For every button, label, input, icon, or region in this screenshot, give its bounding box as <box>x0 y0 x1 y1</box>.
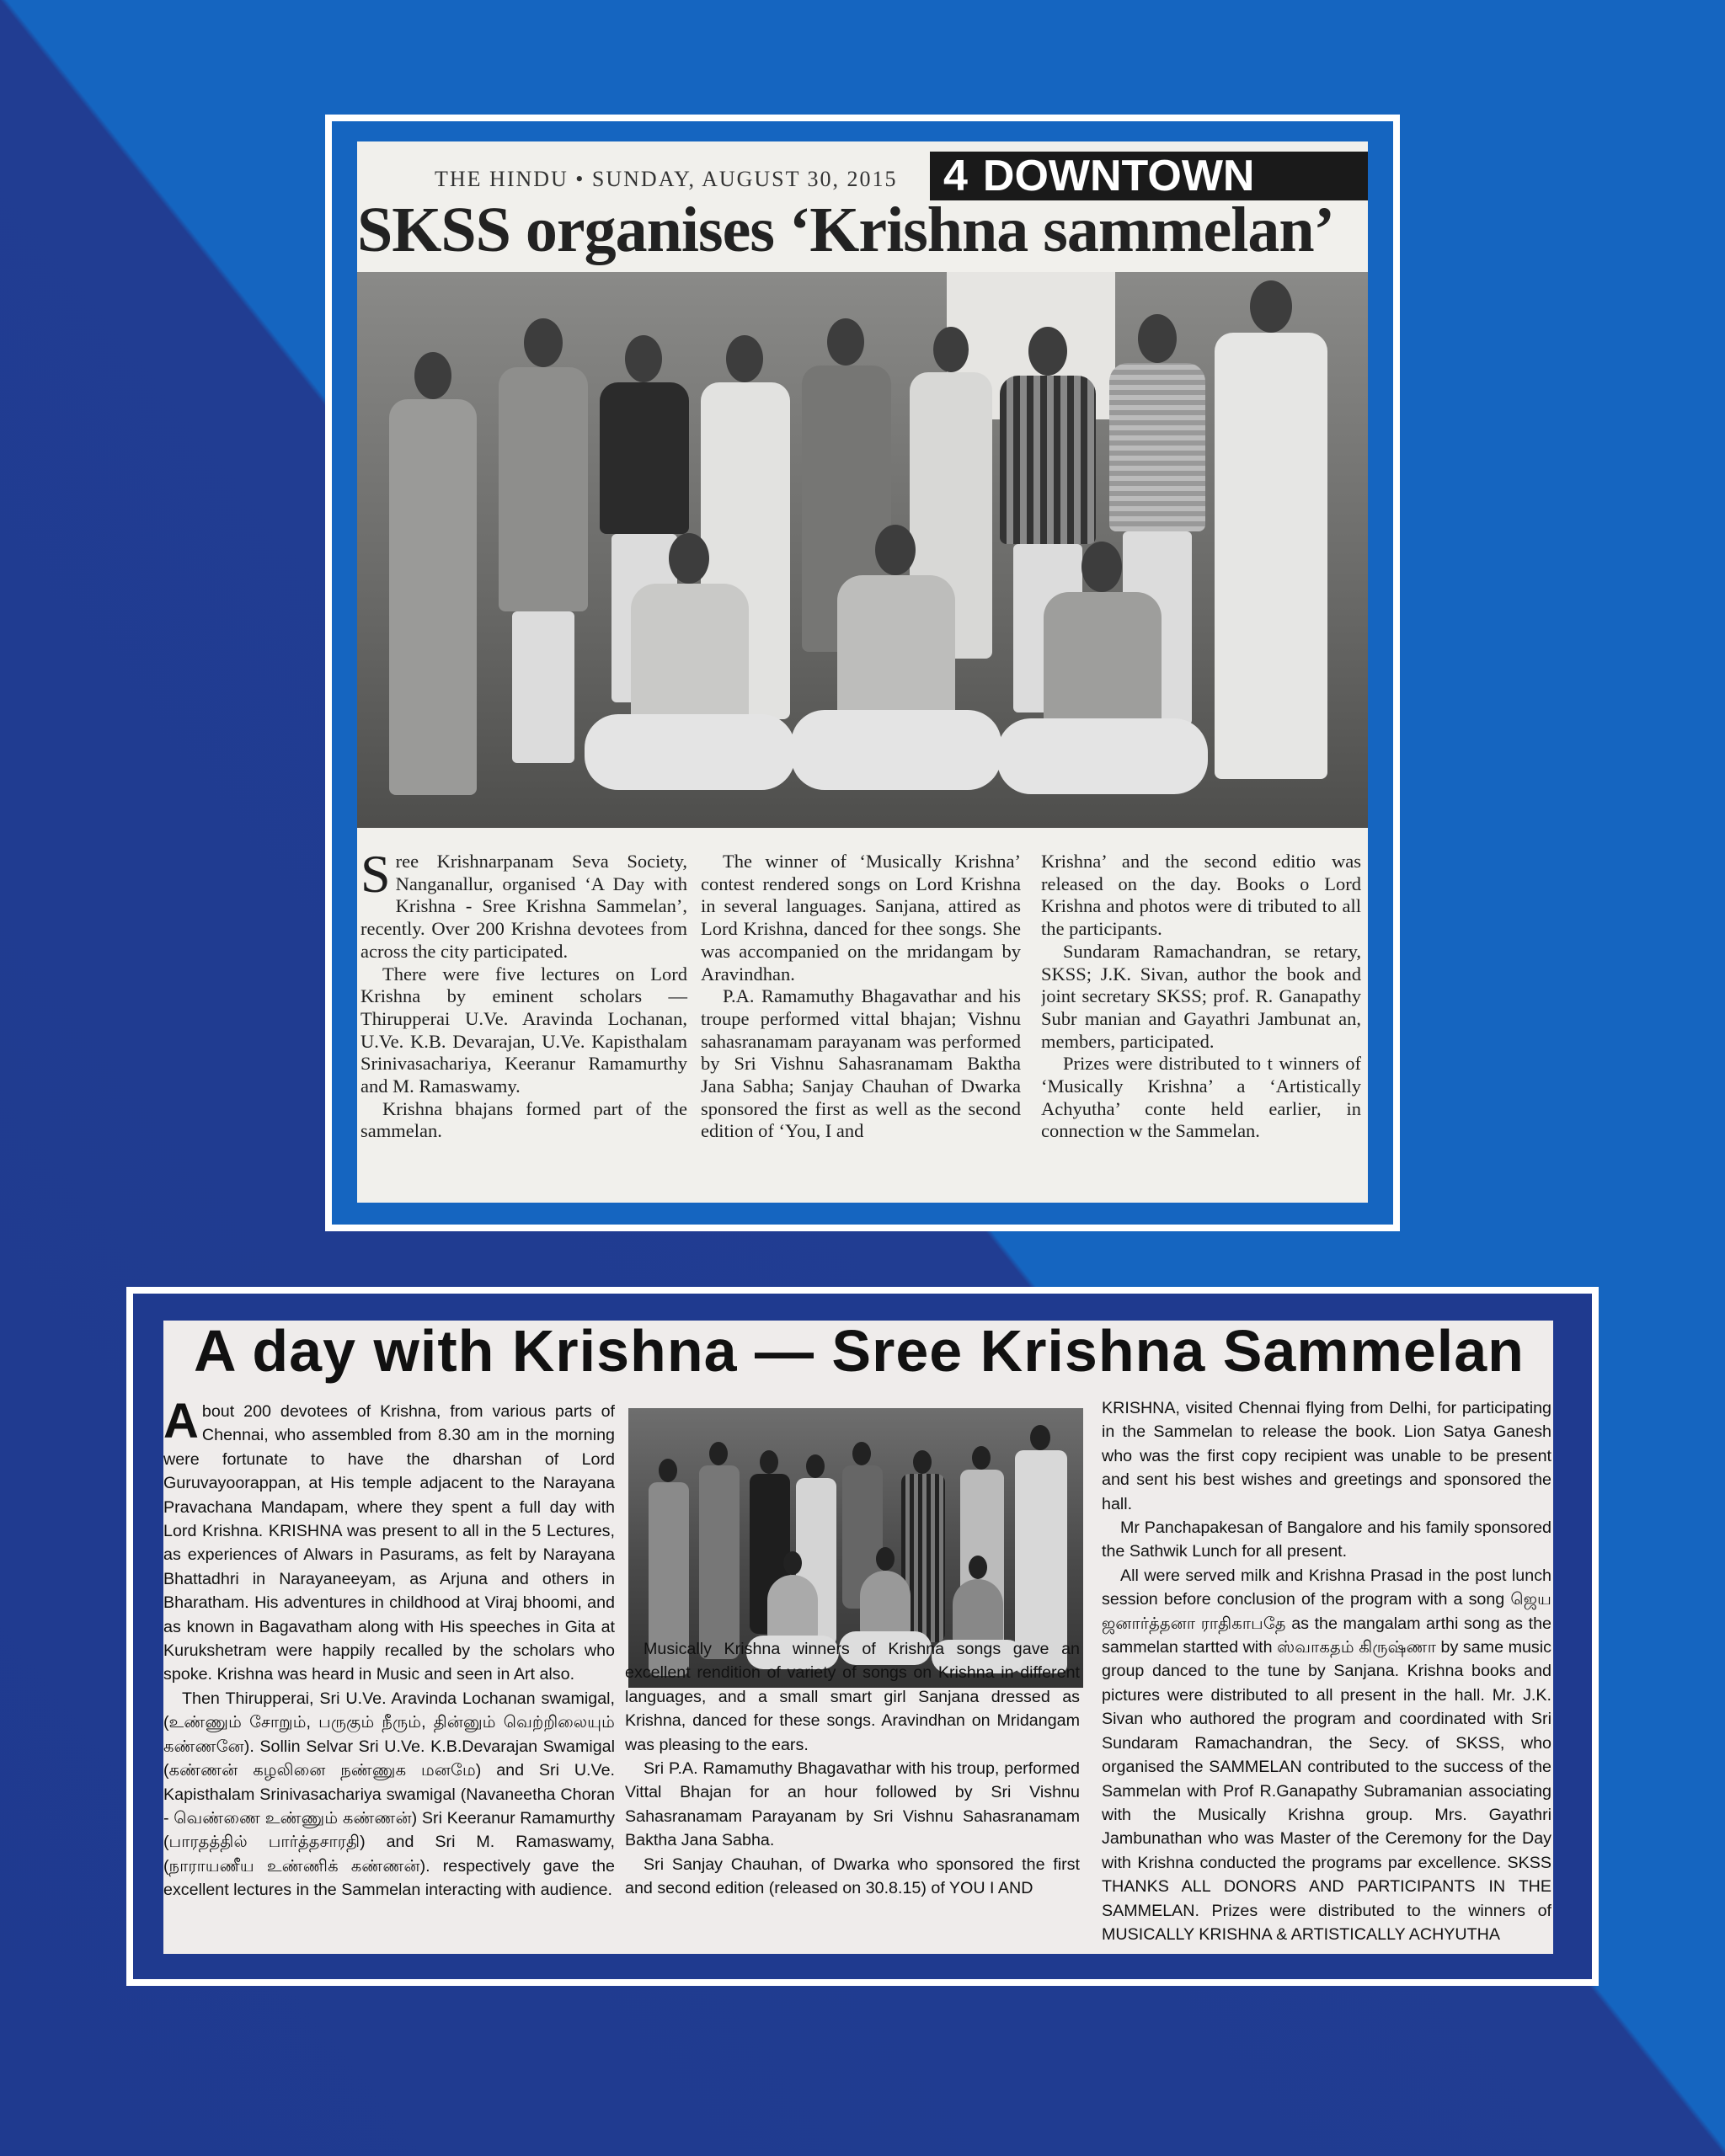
section-name: DOWNTOWN <box>982 152 1255 200</box>
person-figure <box>382 352 483 798</box>
paragraph: ree Krishnarpanam Seva Society, Nanganallur, organised ‘A Day with Krishna - Sree Krishna Sammelan’, recently. Over 200 Krishna devotees from across the city participated. <box>360 851 687 962</box>
newspaper-clipping-hindu <box>357 141 1368 1203</box>
paragraph: Mr Panchapakesan of Bangalore and his family sponsored the Sathwik Lunch for all present. <box>1102 1518 1551 1561</box>
paragraph: Sri P.A. Ramamuthy Bhagavathar with his troup, performed Vittal Bhajan for an hour followed by Sri Vishnu Sahasranamam Parayanam by Sri Vishnu Sahasranamam Baktha Jana Sabha. <box>625 1759 1080 1850</box>
article-column-3 <box>1102 1396 1551 1946</box>
article-body <box>357 844 1368 1203</box>
article-column-2 <box>625 1637 1080 1900</box>
article-column-1 <box>360 844 687 1143</box>
newspaper-clipping-sammelan <box>163 1321 1553 1954</box>
paragraph: The winner of ‘Musically Krishna’ contest rendered songs on Lord Krishna in several languages. Sanjana, attired as Lord Krishna, danced for thee songs. She was accompanied on the mridangam by Aravindhan. <box>701 851 1021 985</box>
paragraph: bout 200 devotees of Krishna, from various parts of Chennai, who assembled from 8.30 am in the morning were fortunate to have the dharshan of Lord Guruvayoorappan, at His temple adjacent to the Narayana Pravachana Mandapam, where they spent a full day with Lord Krishna. KRISHNA was present to all in the 5 Lectures, as experiences of Alwars in Pasurams, as felt by Narayana Bhattadhri in Narayaneeyam, as Arjuna and others in Bharatham. His adventures in childhood at Viraj bhoomi, and as known in Bagavatham along with His speeches in Gita at Kurukshetram were happily recalled by the scholars who spoke. Krishna was heard in Music and seen in Art also. <box>163 1402 615 1684</box>
article-column-2 <box>701 851 1021 1143</box>
person-figure <box>696 1442 742 1661</box>
paragraph: All were served milk and Krishna Prasad in the post lunch session before conclusion of the program with a song ஜெய ஜனார்த்தனா ராதிகாபதே as the mangalam arthi song as the sammelan startted with ஸ்வாகதம் கிருஷ்ணா by same music group danced to the tune by Sanjana. Krishna books and pictures were distributed to all present in the hall. Mr. J.K. Sivan who authored the program and coordinated with Sri Sundaram Ramachandran, the Secy. of SKSS, who organised the SAMMELAN contributed to the success of the Sammelan with Prof R.Ganapathy Subramanian associating with the Musically Krishna group. Mrs. Gayathri Jambunathan who was Master of the Ceremony for the Day with Krishna conducted the programs par excellence. SKSS THANKS ALL DONORS AND PARTICIPANTS IN THE SAMMELAN. Prizes were distributed to the winners of MUSICALLY KRISHNA & ARTISTICALLY ACHYUTHA <box>1102 1566 1551 1944</box>
group-photo <box>357 272 1368 828</box>
drop-cap: S <box>360 844 391 904</box>
seated-person-figure <box>585 533 795 811</box>
paragraph: P.A. Ramamuthy Bhagavathar and his troupe performed vittal bhajan; Vishnu sahasranamam parayanam was performed by Sri Vishnu Sahasranamam Baktha Jana Sabha; Sanjay Chauhan of Dwarka sponsored the first as well as the second edition of ‘You, I and <box>701 985 1021 1142</box>
seated-person-figure <box>997 542 1208 811</box>
paragraph: KRISHNA, visited Chennai flying from Delhi, for participating in the Sammelan to release the book. Lion Satya Ganesh who was the first copy recipient was unable to be present and sent his best wishes and greetings and sponsored the hall. <box>1102 1399 1551 1513</box>
paragraph: Prizes were distributed to t winners of ‘Musically Krishna’ a ‘Artistically Achyutha’ conte held earlier, in connection w the Sammelan. <box>1041 1053 1361 1142</box>
drop-cap: A <box>163 1394 199 1449</box>
paragraph: Musically Krishna winners of Krishna songs gave an excellent rendition of variety of songs on Krishna in different languages, and a small smart girl Sanjana dressed as Krishna, danced for these songs. Aravindhan on Mridangam was pleasing to the ears. <box>625 1640 1080 1754</box>
paragraph: Krishna’ and the second editio was released on the day. Books o Lord Krishna and photos were di tributed to all the participants. <box>1041 851 1361 940</box>
paragraph: Sundaram Ramachandran, se retary, SKSS; J.K. Sivan, author the book and joint secretary SKSS; prof. R. Ganapathy Subr manian and Gayathri Jambunat an, members, participated. <box>1041 940 1361 1052</box>
person-figure <box>492 318 593 798</box>
article-column-1 <box>163 1394 615 1903</box>
headline: A day with Krishna — Sree Krishna Sammelan <box>194 1321 1525 1384</box>
paragraph: Then Thirupperai, Sri U.Ve. Aravinda Lochanan swamigal, (உண்ணும் சோறும், பருகும் நீரும், தின்னும் வெற்றிலையும் கண்ணனே). Sollin Selvar Sri U.Ve. K.B.Devarajan Swamigal (கண்ணன் கழலினை நண்ணுக மனமே) and Sri U.Ve. Kapisthalam Srinivasachariya swamigal (Navaneetha Choran - வெண்ணை உண்ணும் கண்ணன்) Sri Keeranur Ramamurthy (பாரதத்தில் பார்த்தசாரதி) and Sri M. Ramaswamy, (நாராயணீய உண்ணிக் கண்ணன்). respectively gave the excellent lectures in the Sammelan interacting with audience. <box>163 1689 615 1900</box>
paragraph: Krishna bhajans formed part of the sammelan. <box>360 1097 687 1142</box>
seated-person-figure <box>791 525 1001 811</box>
masthead: THE HINDU • SUNDAY, AUGUST 30, 2015 <box>435 167 898 191</box>
article-column-3 <box>1041 851 1361 1143</box>
paragraph: There were five lectures on Lord Krishna by eminent scholars — Thirupperai U.Ve. Aravinda Lochanan, U.Ve. K.B. Devarajan, U.Ve. Kapisthalam Srinivasachariya, Keeranur Ramamurthy and M. Ramaswamy. <box>360 963 687 1097</box>
paragraph: Sri Sanjay Chauhan, of Dwarka who sponsored the first and second edition (released on 30.8.15) of YOU I AND <box>625 1854 1080 1898</box>
headline: SKSS organises ‘Krishna sammelan’ <box>357 195 1334 265</box>
section-number: 4 <box>943 152 968 200</box>
person-figure <box>1208 280 1334 786</box>
